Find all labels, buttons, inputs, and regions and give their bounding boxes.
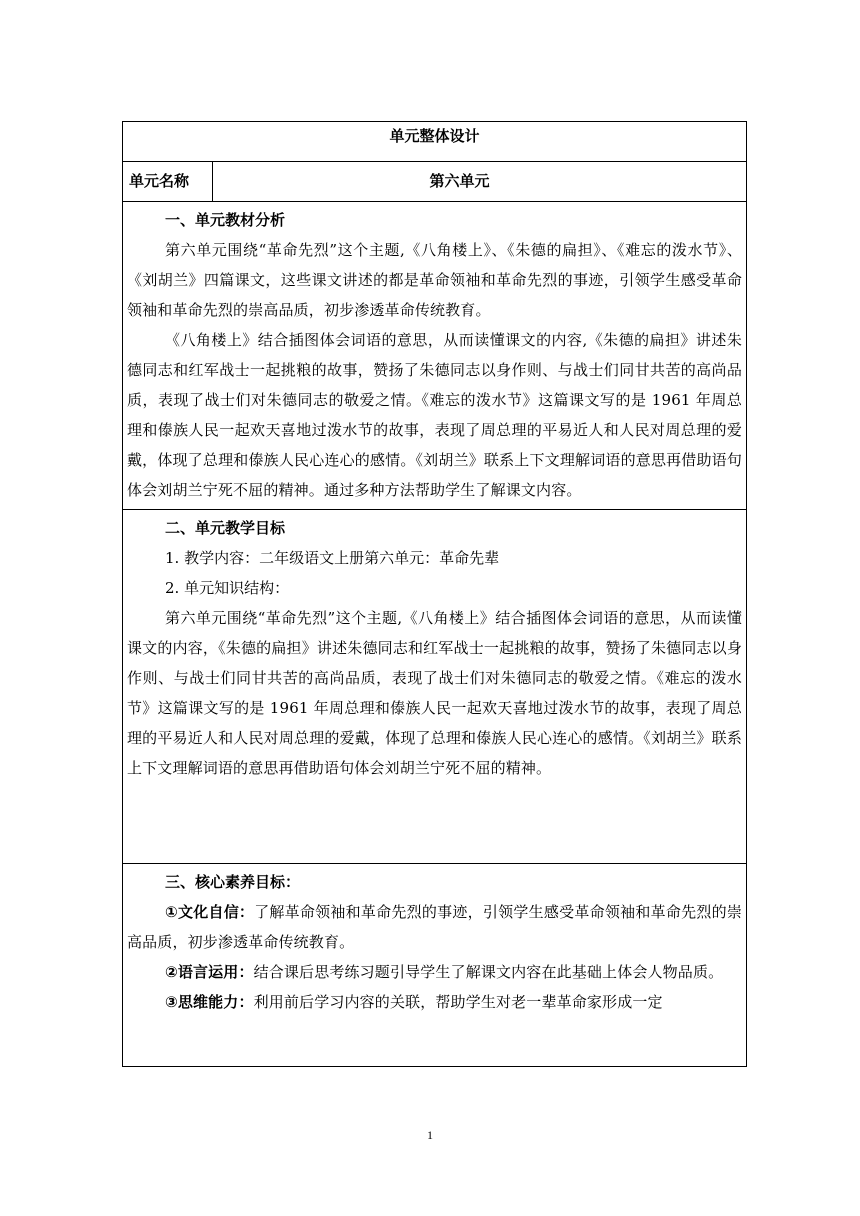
section-material-analysis — [123, 202, 747, 510]
unit-design-table — [122, 121, 747, 1067]
section-heading: 三、核心素养目标： — [165, 873, 301, 891]
unit-name-label: 单元名称 — [123, 162, 213, 202]
section-core-literacy — [123, 864, 747, 1067]
goal-item — [127, 957, 742, 987]
goal-label: ③思维能力： — [165, 993, 254, 1011]
goal-text: 了解革命领袖和革命先烈的事迹，引领学生感受革命领袖和革命先烈的崇高品质，初步渗透革命传统教育。 — [127, 903, 743, 951]
page-number: 1 — [427, 1128, 433, 1142]
section-heading: 二、单元教学目标 — [165, 519, 286, 537]
section-teaching-goals — [123, 510, 747, 864]
list-item: 1. 教学内容：二年级语文上册第六单元：革命先辈 — [165, 549, 500, 567]
table-title: 单元整体设计 — [123, 122, 747, 162]
list-item: 2. 单元知识结构： — [165, 579, 290, 597]
goal-item — [127, 987, 742, 1017]
paragraph: 第六单元围绕“革命先烈”这个主题,《八角楼上》、《朱德的扁担》、《难忘的泼水节》、《刘胡兰》四篇课文，这些课文讲述的都是革命领袖和革命先烈的事迹，引领学生感受革命领袖和革命先烈的崇高品质，初步渗透革命传统教育。 — [127, 241, 743, 319]
paragraph: 第六单元围绕“革命先烈”这个主题,《八角楼上》结合插图体会词语的意思，从而读懂课文的内容，《朱德的扁担》讲述朱德同志和红军战士一起挑粮的故事，赞扬了朱德同志以身作则、与战士们同甘共苦的高尚品质，表现了战士们对朱德同志的敬爱之情。《难忘的泼水节》这篇课文写的是 1961 年周总理和傣族人民一起欢天喜地过泼水节的故事，表现了周总理的平易近人和人民对周总理的爱戴，体现了总理和傣族人民心连心的感情。《刘胡兰》联系上下文理解词语的意思再借助语句体会刘胡兰宁死不屈的精神。 — [127, 609, 743, 777]
paragraph: 《八角楼上》结合插图体会词语的意思，从而读懂课文的内容,《朱德的扁担》讲述朱德同志和红军战士一起挑粮的故事，赞扬了朱德同志以身作则、与战士们同甘共苦的高尚品质，表现了战士们对朱德同志的敬爱之情。《难忘的泼水节》这篇课文写的是 1961 年周总理和傣族人民一起欢天喜地过泼水节的故事，表现了周总理的平易近人和人民对周总理的爱戴，体现了总理和傣族人民心连心的感情。《刘胡兰》联系上下文理解词语的意思再借助语句体会刘胡兰宁死不屈的精神。通过多种方法帮助学生了解课文内容。 — [127, 331, 743, 499]
section-heading: 一、单元教材分析 — [165, 211, 286, 229]
goal-text: 结合课后思考练习题引导学生了解课文内容在此基础上体会人物品质。 — [253, 963, 724, 981]
goal-text: 利用前后学习内容的关联，帮助学生对老一辈革命家形成一定 — [253, 993, 663, 1011]
goal-label: ①文化自信： — [165, 903, 255, 921]
goal-label: ②语言运用： — [165, 963, 254, 981]
unit-name-value: 第六单元 — [213, 162, 747, 202]
goal-item — [127, 897, 742, 957]
